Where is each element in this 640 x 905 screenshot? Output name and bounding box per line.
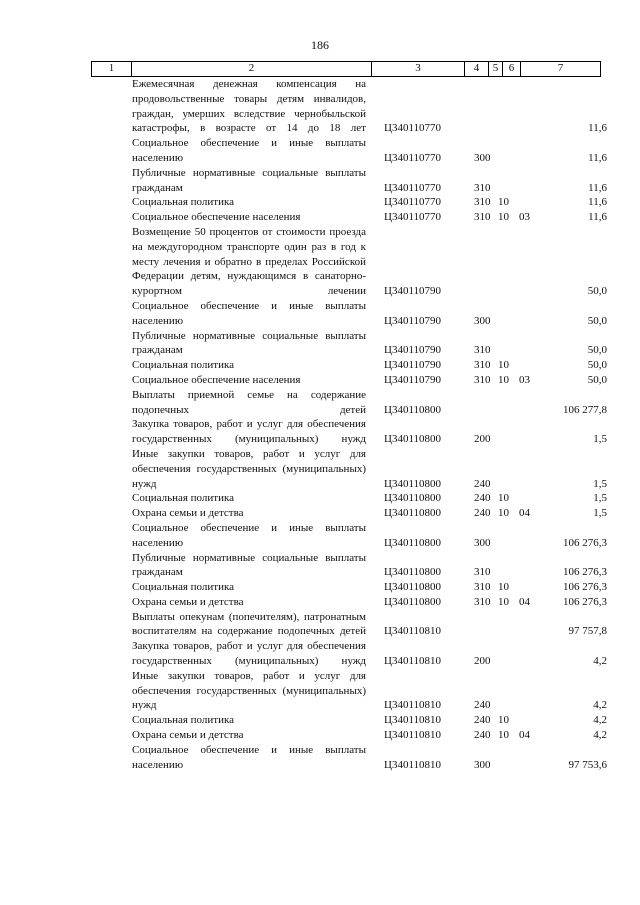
row-section: 10	[498, 211, 509, 224]
table-row	[0, 77, 640, 136]
row-code: Ц340110770	[384, 181, 442, 194]
row-section: 10	[498, 196, 509, 209]
row-expense-type: 240	[474, 492, 491, 505]
row-section: 10	[498, 729, 509, 742]
row-name: Возмещение 50 процентов от стоимости проезда на междугородном транспорте один раз в год к месту лечения и обратно в пределах Российской Федерации детям, нуждающимся в санаторно-курортном лечении	[132, 225, 366, 298]
row-code: Ц340110800	[384, 566, 442, 579]
row-name: Закупка товаров, работ и услуг для обеспечения государственных (муниципальных) нужд	[132, 640, 366, 668]
row-expense-type: 240	[474, 699, 491, 712]
table-row	[0, 299, 640, 329]
row-code: Ц340110790	[384, 373, 442, 386]
row-code: Ц340110800	[384, 492, 442, 505]
row-code: Ц340110790	[384, 344, 442, 357]
row-name: Социальное обеспечение населения	[132, 373, 301, 386]
row-subsection: 03	[519, 211, 530, 224]
row-name: Иные закупки товаров, работ и услуг для обеспечения государственных (муниципальных) нужд	[132, 669, 366, 712]
row-amount: 50,0	[587, 285, 607, 298]
table-row	[0, 491, 640, 506]
row-amount: 4,2	[593, 729, 607, 742]
row-expense-type: 310	[474, 581, 491, 594]
row-name: Выплаты приемной семье на содержание подопечных детей	[132, 388, 366, 416]
row-expense-type: 300	[474, 536, 491, 549]
row-subsection: 04	[519, 729, 530, 742]
row-code: Ц340110770	[384, 151, 442, 164]
header-col-6: 6	[503, 62, 521, 76]
row-amount: 106 277,8	[563, 403, 607, 416]
row-code: Ц340110810	[384, 655, 442, 668]
row-expense-type: 310	[474, 359, 491, 372]
row-code: Ц340110810	[384, 714, 442, 727]
row-name: Закупка товаров, работ и услуг для обеспечения государственных (муниципальных) нужд	[132, 418, 366, 446]
row-section: 10	[498, 373, 509, 386]
row-subsection: 03	[519, 373, 530, 386]
row-expense-type: 310	[474, 566, 491, 579]
row-name: Охрана семьи и детства	[132, 595, 244, 608]
row-amount: 106 276,3	[563, 566, 607, 579]
row-expense-type: 200	[474, 433, 491, 446]
table-row	[0, 580, 640, 595]
row-amount: 1,5	[593, 477, 607, 490]
row-name: Публичные нормативные социальные выплаты гражданам	[132, 166, 366, 194]
row-amount: 4,2	[593, 714, 607, 727]
table-row	[0, 610, 640, 640]
row-code: Ц340110800	[384, 507, 442, 520]
row-section: 10	[498, 492, 509, 505]
row-section: 10	[498, 714, 509, 727]
row-name: Публичные нормативные социальные выплаты гражданам	[132, 551, 366, 579]
row-name: Социальная политика	[132, 581, 235, 594]
row-code: Ц340110770	[384, 122, 442, 135]
header-col-1: 1	[91, 62, 132, 76]
row-expense-type: 310	[474, 595, 491, 608]
row-section: 10	[498, 595, 509, 608]
row-code: Ц340110790	[384, 314, 442, 327]
row-code: Ц340110800	[384, 433, 442, 446]
row-code: Ц340110800	[384, 595, 442, 608]
table-row	[0, 521, 640, 551]
table-row	[0, 329, 640, 359]
row-name: Охрана семьи и детства	[132, 507, 244, 520]
row-code: Ц340110800	[384, 477, 442, 490]
row-code: Ц340110810	[384, 699, 442, 712]
row-name: Социальная политика	[132, 492, 235, 505]
budget-table-body	[0, 77, 640, 772]
row-name: Социальное обеспечение и иные выплаты населению	[132, 521, 366, 549]
table-row	[0, 669, 640, 713]
row-name: Выплаты опекунам (попечителям), патронатным воспитателям на содержание подопечных детей	[132, 610, 366, 638]
row-amount: 1,5	[593, 492, 607, 505]
table-row	[0, 743, 640, 773]
table-row	[0, 210, 640, 225]
row-code: Ц340110810	[384, 625, 442, 638]
row-name: Социальная политика	[132, 196, 235, 209]
row-amount: 11,6	[588, 196, 607, 209]
row-expense-type: 200	[474, 655, 491, 668]
row-amount: 106 276,3	[563, 536, 607, 549]
row-expense-type: 240	[474, 507, 491, 520]
row-amount: 1,5	[593, 433, 607, 446]
row-expense-type: 240	[474, 729, 491, 742]
row-expense-type: 310	[474, 181, 491, 194]
row-expense-type: 300	[474, 151, 491, 164]
row-section: 10	[498, 581, 509, 594]
table-row	[0, 136, 640, 166]
table-row	[0, 713, 640, 728]
header-col-3: 3	[372, 62, 465, 76]
table-row	[0, 358, 640, 373]
table-row	[0, 225, 640, 299]
row-name: Социальное обеспечение и иные выплаты населению	[132, 299, 366, 327]
row-code: Ц340110800	[384, 536, 442, 549]
row-expense-type: 240	[474, 714, 491, 727]
row-name: Иные закупки товаров, работ и услуг для обеспечения государственных (муниципальных) нужд	[132, 447, 366, 490]
row-code: Ц340110770	[384, 211, 442, 224]
row-subsection: 04	[519, 595, 530, 608]
row-section: 10	[498, 507, 509, 520]
row-expense-type: 300	[474, 758, 491, 771]
row-amount: 50,0	[587, 314, 607, 327]
row-expense-type: 310	[474, 344, 491, 357]
row-amount: 106 276,3	[563, 595, 607, 608]
row-expense-type: 300	[474, 314, 491, 327]
table-row	[0, 388, 640, 418]
page-number: 186	[311, 38, 329, 52]
row-amount: 50,0	[587, 359, 607, 372]
table-row	[0, 595, 640, 610]
row-name: Публичные нормативные социальные выплаты гражданам	[132, 329, 366, 357]
row-amount: 97 757,8	[568, 625, 607, 638]
row-amount: 1,5	[593, 507, 607, 520]
row-amount: 50,0	[587, 373, 607, 386]
row-amount: 50,0	[587, 344, 607, 357]
row-expense-type: 310	[474, 196, 491, 209]
row-code: Ц340110800	[384, 403, 442, 416]
table-row	[0, 728, 640, 743]
table-row	[0, 639, 640, 669]
header-col-7: 7	[521, 62, 601, 76]
row-amount: 11,6	[588, 181, 607, 194]
header-col-4: 4	[465, 62, 489, 76]
row-code: Ц340110810	[384, 729, 442, 742]
header-col-5: 5	[489, 62, 503, 76]
row-amount: 11,6	[588, 211, 607, 224]
row-name: Социальное обеспечение населения	[132, 211, 301, 224]
row-name: Социальная политика	[132, 714, 235, 727]
row-code: Ц340110790	[384, 285, 442, 298]
table-row	[0, 417, 640, 447]
row-name: Социальная политика	[132, 359, 235, 372]
row-amount: 11,6	[588, 151, 607, 164]
header-col-2: 2	[132, 62, 372, 76]
row-code: Ц340110810	[384, 758, 442, 771]
row-code: Ц340110790	[384, 359, 442, 372]
row-name: Социальное обеспечение и иные выплаты населению	[132, 743, 366, 771]
row-name: Социальное обеспечение и иные выплаты населению	[132, 137, 366, 164]
row-subsection: 04	[519, 507, 530, 520]
table-row	[0, 195, 640, 210]
row-amount: 11,6	[588, 122, 607, 135]
row-name: Ежемесячная денежная компенсация на продовольственные товары детям инвалидов, граждан, умерших вследствие чернобыльской катастрофы, в возрасте от 14 до 18 лет	[132, 78, 366, 135]
row-name: Охрана семьи и детства	[132, 729, 244, 742]
table-row	[0, 373, 640, 388]
row-code: Ц340110800	[384, 581, 442, 594]
row-amount: 97 753,6	[568, 758, 607, 771]
row-expense-type: 310	[474, 211, 491, 224]
row-amount: 4,2	[593, 655, 607, 668]
table-row	[0, 506, 640, 521]
table-row	[0, 447, 640, 491]
row-expense-type: 310	[474, 373, 491, 386]
row-section: 10	[498, 359, 509, 372]
table-row	[0, 551, 640, 581]
row-amount: 106 276,3	[563, 581, 607, 594]
row-code: Ц340110770	[384, 196, 442, 209]
row-expense-type: 240	[474, 477, 491, 490]
row-amount: 4,2	[593, 699, 607, 712]
table-row	[0, 166, 640, 196]
table-header	[91, 61, 601, 77]
